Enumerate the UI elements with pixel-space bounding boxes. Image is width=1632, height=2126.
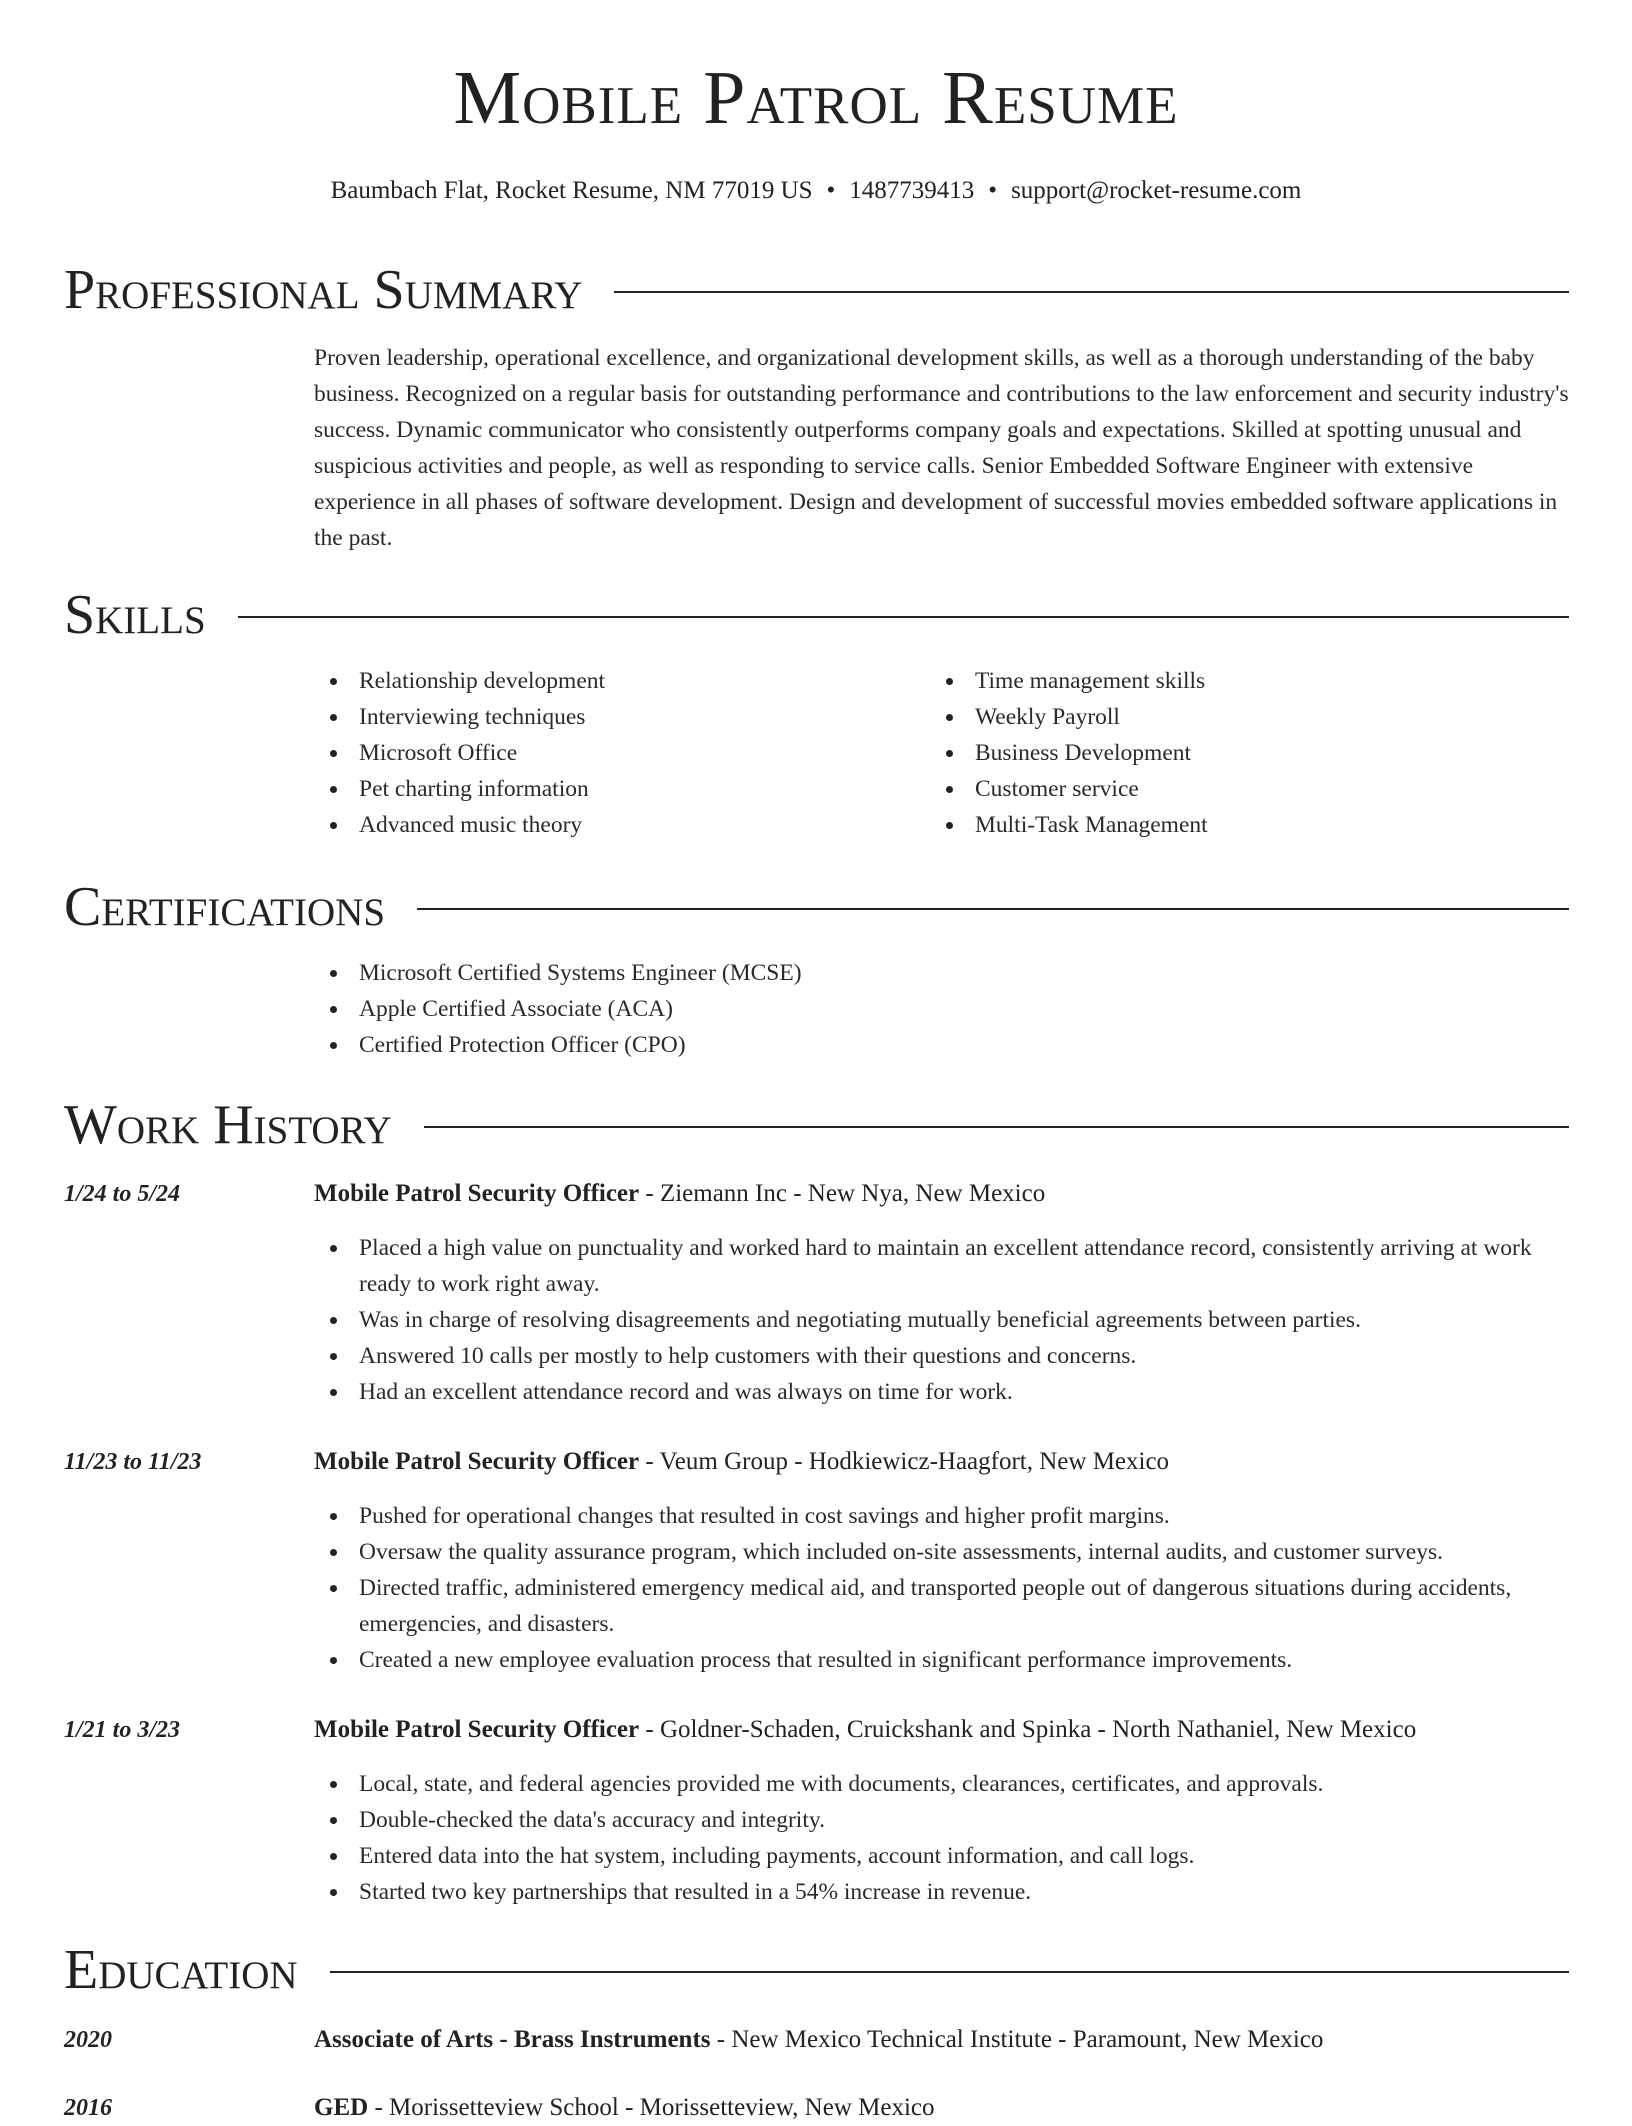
skill-item: Time management skills <box>930 663 1530 699</box>
job-role: Mobile Patrol Security Officer <box>314 1716 640 1743</box>
skill-item: Relationship development <box>314 663 914 699</box>
education-degree: GED <box>314 2094 369 2121</box>
section-header-education <box>64 1939 1569 2001</box>
skill-item: Business Development <box>930 735 1530 771</box>
skill-item: Weekly Payroll <box>930 699 1530 735</box>
skill-item: Multi-Task Management <box>930 807 1530 843</box>
contact-separator: • <box>988 177 998 204</box>
job-role: Mobile Patrol Security Officer <box>314 1180 640 1207</box>
job-duty: Started two key partnerships that resulted in a 54% increase in revenue. <box>314 1874 1569 1910</box>
contact-email: support@rocket-resume.com <box>1011 177 1302 204</box>
section-divider <box>238 616 1569 618</box>
contact-phone: 1487739413 <box>849 177 975 204</box>
section-header-skills <box>64 584 1569 646</box>
skills-list-right <box>930 663 1530 843</box>
education-school: - Morissetteview School - Morissetteview, New Mexico <box>368 2094 935 2121</box>
job-heading <box>314 1176 1569 1212</box>
contact-separator: • <box>826 177 836 204</box>
section-divider <box>614 291 1569 293</box>
job-dates: 1/21 to 3/23 <box>64 1717 181 1743</box>
skill-item: Customer service <box>930 771 1530 807</box>
job-employer: - Ziemann Inc - New Nya, New Mexico <box>639 1180 1046 1207</box>
education-year: 2016 <box>64 2095 112 2121</box>
section-divider <box>417 908 1569 910</box>
education-heading <box>314 2022 1569 2058</box>
job-dates: 11/23 to 11/23 <box>64 1449 202 1475</box>
job-duty: Answered 10 calls per mostly to help customers with their questions and concerns. <box>314 1338 1569 1374</box>
job-duty: Double-checked the data's accuracy and integrity. <box>314 1802 1569 1838</box>
summary-text: Proven leadership, operational excellence, and organizational development skills, as well as a thorough understanding of the baby business. Recognized on a regular basis for outstanding performance and contributions to the law enforcement and security industry's success. Dynamic communicator who consistently outperforms company goals and expectations. Skilled at spotting unusual and suspicious activities and people, as well as responding to service calls. Senior Embedded Software Engineer with extensive experience in all phases of software development. Design and development of successful movies embedded software applications in the past. <box>314 345 1569 551</box>
job-duties <box>314 1766 1569 1910</box>
contact-address: Baumbach Flat, Rocket Resume, NM 77019 US <box>330 177 813 204</box>
section-title: Professional Summary <box>64 259 583 321</box>
education-school: - New Mexico Technical Institute - Paramount, New Mexico <box>710 2026 1324 2053</box>
skill-item: Advanced music theory <box>314 807 914 843</box>
job-heading <box>314 1712 1569 1748</box>
job-duty: Directed traffic, administered emergency medical aid, and transported people out of dangerous situations during accidents, emergencies, and disasters. <box>314 1570 1569 1642</box>
contact-line <box>0 176 1632 206</box>
skills-list-left <box>314 663 914 843</box>
job-duty: Created a new employee evaluation process that resulted in significant performance improvements. <box>314 1642 1569 1678</box>
section-title: Skills <box>64 584 206 646</box>
skill-item: Pet charting information <box>314 771 914 807</box>
section-header-work-history <box>64 1094 1569 1156</box>
skill-item: Interviewing techniques <box>314 699 914 735</box>
job-employer: - Veum Group - Hodkiewicz-Haagfort, New Mexico <box>639 1448 1170 1475</box>
section-divider <box>424 1126 1569 1128</box>
section-header-certifications <box>64 876 1569 938</box>
education-heading <box>314 2090 1569 2126</box>
education-degree: Associate of Arts - Brass Instruments <box>314 2026 711 2053</box>
job-duties <box>314 1230 1569 1410</box>
job-employer: - Goldner-Schaden, Cruickshank and Spinka - North Nathaniel, New Mexico <box>639 1716 1417 1743</box>
skill-item: Microsoft Office <box>314 735 914 771</box>
job-duty: Had an excellent attendance record and was always on time for work. <box>314 1374 1569 1410</box>
resume-name: Mobile Patrol Resume <box>453 56 1179 140</box>
certification-item: Certified Protection Officer (CPO) <box>314 1027 1314 1063</box>
section-divider <box>330 1971 1569 1973</box>
section-title: Work History <box>64 1094 392 1156</box>
certifications-list <box>314 955 1314 1063</box>
job-duty: Oversaw the quality assurance program, which included on-site assessments, internal audits, and customer surveys. <box>314 1534 1569 1570</box>
job-role: Mobile Patrol Security Officer <box>314 1448 640 1475</box>
job-dates: 1/24 to 5/24 <box>64 1181 181 1207</box>
section-title: Certifications <box>64 876 386 938</box>
education-year: 2020 <box>64 2027 112 2053</box>
certification-item: Apple Certified Associate (ACA) <box>314 991 1314 1027</box>
job-duties <box>314 1498 1569 1678</box>
job-duty: Was in charge of resolving disagreements and negotiating mutually beneficial agreements between parties. <box>314 1302 1569 1338</box>
certification-item: Microsoft Certified Systems Engineer (MCSE) <box>314 955 1314 991</box>
section-header-summary <box>64 259 1569 321</box>
job-duty: Placed a high value on punctuality and worked hard to maintain an excellent attendance record, consistently arriving at work ready to work right away. <box>314 1230 1569 1302</box>
job-duty: Pushed for operational changes that resulted in cost savings and higher profit margins. <box>314 1498 1569 1534</box>
job-duty: Local, state, and federal agencies provided me with documents, clearances, certificates, and approvals. <box>314 1766 1569 1802</box>
job-heading <box>314 1444 1569 1480</box>
job-duty: Entered data into the hat system, including payments, account information, and call logs. <box>314 1838 1569 1874</box>
section-title: Education <box>64 1939 298 2001</box>
